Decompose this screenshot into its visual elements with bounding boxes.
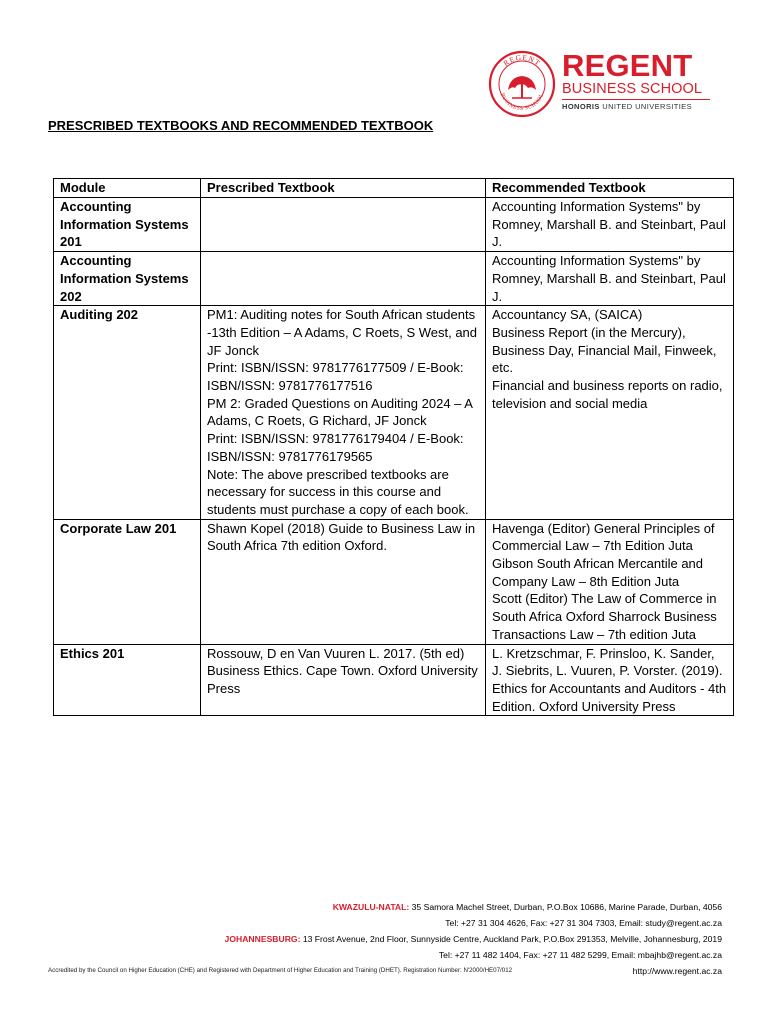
brand-divider bbox=[562, 99, 710, 100]
website-link[interactable]: http://www.regent.ac.za bbox=[632, 966, 722, 976]
footer-jhb-line bbox=[225, 931, 722, 947]
recommended-cell bbox=[486, 252, 734, 306]
recommended-entry: Accountancy SA, (SAICA) bbox=[492, 307, 643, 323]
table-row bbox=[54, 644, 734, 716]
header-recommended: Recommended Textbook bbox=[486, 179, 734, 198]
recommended-entry: L. Kretzschmar, F. Prinsloo, K. Sander, J. Siebrits, L. Vuuren, P. Vorster. (2019). Ethics for Accountants and Auditors - 4th Edition. Oxford University Press bbox=[492, 645, 727, 714]
recommended-cell bbox=[486, 644, 734, 716]
regent-seal-icon bbox=[488, 50, 556, 118]
kzn-contact: Tel: +27 31 304 4626, Fax: +27 31 304 7303, Email: study@regent.ac.za bbox=[445, 918, 722, 928]
recommended-entry: Business Report (in the Mercury), Business Day, Financial Mail, Finweek, etc. bbox=[492, 324, 717, 376]
table-row bbox=[54, 519, 734, 644]
prescribed-cell bbox=[201, 644, 486, 716]
prescribed-entry: Rossouw, D en Van Vuuren L. 2017. (5th ed) Business Ethics. Cape Town. Oxford University Press bbox=[207, 645, 478, 696]
table-header-row bbox=[54, 179, 734, 198]
recommended-entry: Havenga (Editor) General Principles of Commercial Law – 7th Edition Juta bbox=[492, 520, 715, 554]
module-cell: Accounting Information Systems 202 bbox=[54, 252, 201, 306]
module-cell: Ethics 201 bbox=[54, 644, 201, 716]
table-row bbox=[54, 306, 734, 519]
header-prescribed: Prescribed Textbook bbox=[201, 179, 486, 198]
recommended-entry: Scott (Editor) The Law of Commerce in South Africa Oxford Sharrock Business Transactions Law – 7th edition Juta bbox=[492, 591, 717, 642]
recommended-cell bbox=[486, 198, 734, 252]
footer-kzn-line bbox=[225, 899, 722, 915]
brand-wordmark bbox=[562, 50, 710, 111]
prescribed-cell bbox=[201, 306, 486, 519]
module-cell: Accounting Information Systems 201 bbox=[54, 198, 201, 252]
brand-name: REGENT bbox=[562, 48, 693, 83]
regent-logo bbox=[488, 48, 728, 122]
recommended-cell bbox=[486, 519, 734, 644]
header-module: Module bbox=[54, 179, 201, 198]
prescribed-entry: Shawn Kopel (2018) Guide to Business Law in South Africa 7th edition Oxford. bbox=[207, 520, 476, 554]
prescribed-cell bbox=[201, 252, 486, 306]
jhb-label: JOHANNESBURG: bbox=[224, 934, 301, 944]
prescribed-entry: Print: ISBN/ISSN: 9781776179404 / E-Book: ISBN/ISSN: 9781776179565 bbox=[207, 431, 464, 464]
kzn-address: 35 Samora Machel Street, Durban, P.O.Box 10686, Marine Parade, Durban, 4056 bbox=[411, 902, 722, 912]
prescribed-entry: PM 2: Graded Questions on Auditing 2024 – A Adams, C Roets, G Richard, JF Jonck bbox=[207, 395, 473, 429]
kzn-label: KWAZULU-NATAL: bbox=[332, 902, 410, 912]
brand-subtitle: BUSINESS SCHOOL bbox=[562, 81, 703, 97]
recommended-entry: Financial and business reports on radio, television and social media bbox=[492, 378, 723, 411]
prescribed-entry: Note: The above prescribed textbooks are necessary for success in this course and students must purchase a copy of each book. bbox=[207, 466, 469, 517]
module-cell: Auditing 202 bbox=[54, 306, 201, 519]
table-body bbox=[54, 198, 734, 716]
prescribed-cell bbox=[201, 519, 486, 644]
brand-tag-rest: UNITED UNIVERSITIES bbox=[602, 102, 692, 111]
prescribed-cell bbox=[201, 198, 486, 252]
brand-tagline bbox=[562, 102, 710, 111]
module-cell: Corporate Law 201 bbox=[54, 519, 201, 644]
recommended-entry: Accounting Information Systems" by Romney, Marshall B. and Steinbart, Paul J. bbox=[492, 199, 726, 250]
seal-text-bottom: BUSINESS SCHOOL bbox=[498, 92, 546, 113]
jhb-contact: Tel: +27 11 482 1404, Fax: +27 11 482 5299, Email: mbajhb@regent.ac.za bbox=[438, 950, 722, 960]
seal-text-top: REGENT bbox=[501, 52, 543, 68]
recommended-entry: Accounting Information Systems" by Romney, Marshall B. and Steinbart, Paul J. bbox=[492, 253, 726, 304]
recommended-entry: Gibson South African Mercantile and Company Law – 8th Edition Juta bbox=[492, 556, 704, 589]
table-row bbox=[54, 252, 734, 306]
page-title: PRESCRIBED TEXTBOOKS AND RECOMMENDED TEXTBOOK bbox=[48, 118, 434, 133]
brand-tag-bold: HONORIS bbox=[562, 102, 600, 111]
table-row bbox=[54, 198, 734, 252]
recommended-cell bbox=[486, 306, 734, 519]
accreditation-note: Accredited by the Council on Higher Education (CHE) and Registered with Department of Higher Education and Training (DHET). Registration Number: N'2000/HE07/012 bbox=[48, 967, 513, 974]
prescribed-entry: Print: ISBN/ISSN: 9781776177509 / E-Book: ISBN/ISSN: 9781776177516 bbox=[207, 360, 464, 394]
textbook-table bbox=[53, 178, 734, 716]
prescribed-entry: PM1: Auditing notes for South African students -13th Edition – A Adams, C Roets, S West, and JF Jonck bbox=[207, 307, 478, 358]
jhb-address: 13 Frost Avenue, 2nd Floor, Sunnyside Centre, Auckland Park, P.O.Box 291353, Melville, Johannesburg, 2019 bbox=[302, 934, 722, 944]
